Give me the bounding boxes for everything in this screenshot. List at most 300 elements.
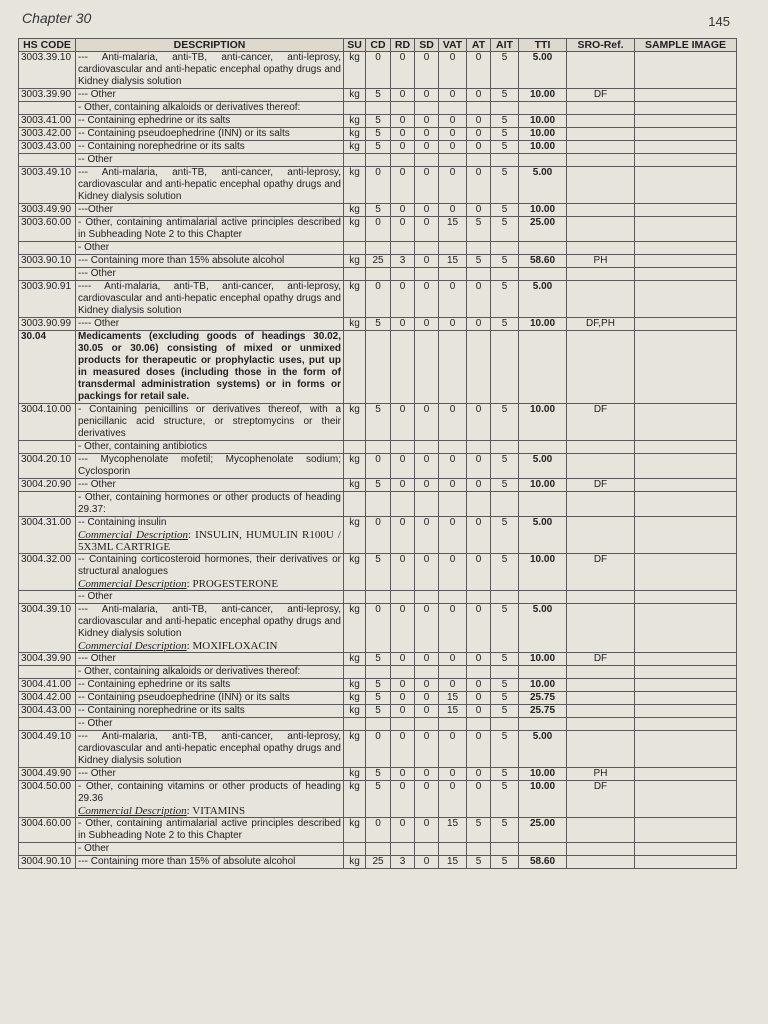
cd-cell [366, 492, 391, 517]
sro-ref-cell [567, 154, 635, 167]
rd-cell [391, 441, 415, 454]
su-cell: kg [344, 554, 366, 591]
sd-cell: 0 [415, 404, 439, 441]
ait-cell: 5 [491, 141, 519, 154]
at-cell: 0 [467, 692, 491, 705]
sd-cell [415, 718, 439, 731]
description-cell [76, 517, 344, 554]
table-row [19, 692, 737, 705]
description-text: --- Containing more than 15% absolute alcohol [78, 255, 285, 266]
rd-cell [391, 666, 415, 679]
description-cell [76, 255, 344, 268]
sample-image-cell [635, 404, 737, 441]
vat-cell: 0 [439, 281, 467, 318]
sd-cell: 0 [415, 52, 439, 89]
hs-code-cell: 3003.41.00 [19, 115, 76, 128]
commercial-description-label: Commercial Description [78, 640, 187, 652]
description-cell [76, 718, 344, 731]
at-cell: 0 [467, 318, 491, 331]
sd-cell: 0 [415, 517, 439, 554]
table-row [19, 731, 737, 768]
vat-cell: 0 [439, 318, 467, 331]
sd-cell: 0 [415, 89, 439, 102]
hs-code-cell [19, 102, 76, 115]
sro-ref-cell [567, 441, 635, 454]
su-cell [344, 666, 366, 679]
at-cell: 5 [467, 255, 491, 268]
sample-image-cell [635, 331, 737, 404]
vat-cell: 0 [439, 781, 467, 818]
sample-image-cell [635, 843, 737, 856]
description-cell [76, 705, 344, 718]
sample-image-cell [635, 692, 737, 705]
sro-ref-cell [567, 167, 635, 204]
description-text: --- Anti-malaria, anti-TB, anti-cancer, anti-leprosy, cardiovascular and anti-hepatic encephal opathy drugs and Kidney dialysis solution [78, 604, 341, 639]
table-row [19, 818, 737, 843]
ait-cell [491, 843, 519, 856]
table-row [19, 843, 737, 856]
header-cd: CD [366, 39, 391, 52]
tti-cell [519, 441, 567, 454]
vat-cell: 0 [439, 128, 467, 141]
description-cell [76, 404, 344, 441]
sample-image-cell [635, 479, 737, 492]
sro-ref-cell [567, 217, 635, 242]
sample-image-cell [635, 818, 737, 843]
cd-cell: 0 [366, 217, 391, 242]
rd-cell: 0 [391, 318, 415, 331]
hs-code-cell: 3004.49.10 [19, 731, 76, 768]
table-row [19, 115, 737, 128]
at-cell [467, 843, 491, 856]
vat-cell: 0 [439, 204, 467, 217]
su-cell [344, 154, 366, 167]
ait-cell [491, 441, 519, 454]
cd-cell: 25 [366, 255, 391, 268]
table-row [19, 331, 737, 404]
table-row [19, 204, 737, 217]
sd-cell: 0 [415, 217, 439, 242]
tti-cell [519, 331, 567, 404]
rd-cell: 0 [391, 692, 415, 705]
description-cell [76, 154, 344, 167]
sd-cell [415, 268, 439, 281]
ait-cell: 5 [491, 679, 519, 692]
rd-cell: 0 [391, 281, 415, 318]
ait-cell: 5 [491, 204, 519, 217]
rd-cell: 0 [391, 653, 415, 666]
description-cell [76, 268, 344, 281]
tti-cell [519, 843, 567, 856]
sample-image-cell [635, 204, 737, 217]
tti-cell: 10.00 [519, 89, 567, 102]
cd-cell: 5 [366, 204, 391, 217]
at-cell [467, 492, 491, 517]
description-cell [76, 242, 344, 255]
at-cell: 0 [467, 768, 491, 781]
ait-cell [491, 102, 519, 115]
tti-cell: 10.00 [519, 141, 567, 154]
sro-ref-cell [567, 718, 635, 731]
sample-image-cell [635, 604, 737, 653]
tti-cell: 5.00 [519, 517, 567, 554]
description-text: --- Other [78, 268, 116, 279]
ait-cell [491, 331, 519, 404]
sro-ref-cell [567, 517, 635, 554]
at-cell: 0 [467, 731, 491, 768]
table-row [19, 604, 737, 653]
description-text: ---- Anti-malaria, anti-TB, anti-cancer, anti-leprosy, cardiovascular and anti-hepatic encephal opathy drugs and Kidney dialysis solution [78, 281, 341, 316]
su-cell: kg [344, 692, 366, 705]
cd-cell: 0 [366, 604, 391, 653]
sd-cell [415, 492, 439, 517]
description-text: -- Other [78, 591, 113, 602]
cd-cell [366, 331, 391, 404]
description-cell [76, 554, 344, 591]
cd-cell: 25 [366, 856, 391, 869]
sample-image-cell [635, 705, 737, 718]
sro-ref-cell: DF [567, 479, 635, 492]
tti-cell [519, 102, 567, 115]
header-at: AT [467, 39, 491, 52]
hs-code-cell: 3004.32.00 [19, 554, 76, 591]
table-row [19, 517, 737, 554]
sro-ref-cell [567, 604, 635, 653]
description-cell [76, 217, 344, 242]
vat-cell: 0 [439, 89, 467, 102]
rd-cell: 3 [391, 255, 415, 268]
sro-ref-cell [567, 115, 635, 128]
sample-image-cell [635, 679, 737, 692]
tti-cell: 58.60 [519, 255, 567, 268]
rd-cell: 0 [391, 141, 415, 154]
hs-code-cell: 3003.49.10 [19, 167, 76, 204]
table-row [19, 768, 737, 781]
su-cell: kg [344, 818, 366, 843]
sample-image-cell [635, 781, 737, 818]
sro-ref-cell: DF [567, 89, 635, 102]
ait-cell: 5 [491, 554, 519, 591]
tti-cell: 10.00 [519, 204, 567, 217]
table-row [19, 154, 737, 167]
header-sro-ref: SRO-Ref. [567, 39, 635, 52]
description-text: - Other, containing antibiotics [78, 441, 207, 452]
description-text: -- Containing corticosteroid hormones, their derivatives or structural analogues [78, 554, 341, 577]
sample-image-cell [635, 554, 737, 591]
hs-code-cell [19, 492, 76, 517]
sro-ref-cell [567, 591, 635, 604]
tti-cell [519, 268, 567, 281]
at-cell: 5 [467, 856, 491, 869]
sample-image-cell [635, 102, 737, 115]
tti-cell: 25.00 [519, 818, 567, 843]
hs-code-cell [19, 843, 76, 856]
header-rd: RD [391, 39, 415, 52]
rd-cell: 0 [391, 128, 415, 141]
description-text: --- Other [78, 89, 116, 100]
sample-image-cell [635, 141, 737, 154]
rd-cell: 0 [391, 89, 415, 102]
rd-cell [391, 102, 415, 115]
sample-image-cell [635, 154, 737, 167]
rd-cell: 0 [391, 818, 415, 843]
ait-cell: 5 [491, 115, 519, 128]
cd-cell: 0 [366, 167, 391, 204]
at-cell: 0 [467, 89, 491, 102]
cd-cell: 5 [366, 128, 391, 141]
su-cell [344, 843, 366, 856]
sample-image-cell [635, 52, 737, 89]
rd-cell: 0 [391, 731, 415, 768]
header-hs-code: HS CODE [19, 39, 76, 52]
hs-code-cell: 3004.20.90 [19, 479, 76, 492]
hs-code-cell: 3004.31.00 [19, 517, 76, 554]
hs-code-cell: 3003.49.90 [19, 204, 76, 217]
table-row [19, 217, 737, 242]
rd-cell: 0 [391, 479, 415, 492]
su-cell: kg [344, 768, 366, 781]
ait-cell: 5 [491, 404, 519, 441]
sro-ref-cell [567, 856, 635, 869]
sd-cell [415, 666, 439, 679]
tti-cell: 10.00 [519, 115, 567, 128]
vat-cell: 0 [439, 404, 467, 441]
tariff-body [19, 52, 737, 869]
ait-cell [491, 718, 519, 731]
at-cell: 5 [467, 818, 491, 843]
header-sample-image: SAMPLE IMAGE [635, 39, 737, 52]
su-cell: kg [344, 705, 366, 718]
description-cell [76, 454, 344, 479]
ait-cell: 5 [491, 818, 519, 843]
at-cell: 0 [467, 115, 491, 128]
at-cell: 0 [467, 705, 491, 718]
su-cell: kg [344, 856, 366, 869]
hs-code-cell: 3003.90.91 [19, 281, 76, 318]
description-text: --- Anti-malaria, anti-TB, anti-cancer, anti-leprosy, cardiovascular and anti-hepatic encephal opathy drugs and Kidney dialysis solution [78, 731, 341, 766]
su-cell: kg [344, 404, 366, 441]
sd-cell: 0 [415, 679, 439, 692]
table-row [19, 454, 737, 479]
description-cell [76, 731, 344, 768]
table-row [19, 554, 737, 591]
hs-code-cell [19, 441, 76, 454]
ait-cell: 5 [491, 781, 519, 818]
sro-ref-cell [567, 102, 635, 115]
description-cell [76, 128, 344, 141]
hs-code-cell: 3004.49.90 [19, 768, 76, 781]
description-text: --- Anti-malaria, anti-TB, anti-cancer, anti-leprosy, cardiovascular and anti-hepatic encephal opathy drugs and Kidney dialysis solution [78, 52, 341, 87]
ait-cell [491, 154, 519, 167]
sro-ref-cell [567, 679, 635, 692]
description-cell [76, 679, 344, 692]
ait-cell [491, 268, 519, 281]
sd-cell [415, 441, 439, 454]
at-cell [467, 718, 491, 731]
sd-cell: 0 [415, 554, 439, 591]
hs-code-cell: 3003.90.10 [19, 255, 76, 268]
at-cell [467, 441, 491, 454]
at-cell: 5 [467, 217, 491, 242]
tti-cell: 10.00 [519, 679, 567, 692]
hs-code-cell: 3004.10.00 [19, 404, 76, 441]
hs-code-cell [19, 154, 76, 167]
tti-cell: 10.00 [519, 781, 567, 818]
at-cell: 0 [467, 554, 491, 591]
cd-cell: 5 [366, 141, 391, 154]
sample-image-cell [635, 666, 737, 679]
description-cell [76, 441, 344, 454]
description-text: -- Containing insulin [78, 517, 167, 528]
description-text: - Other, containing hormones or other products of heading 29.37: [78, 492, 341, 515]
tti-cell: 5.00 [519, 454, 567, 479]
hs-code-cell: 3003.42.00 [19, 128, 76, 141]
sro-ref-cell [567, 818, 635, 843]
hs-code-cell: 3003.43.00 [19, 141, 76, 154]
table-row [19, 666, 737, 679]
sd-cell: 0 [415, 781, 439, 818]
vat-cell: 15 [439, 818, 467, 843]
tti-cell [519, 242, 567, 255]
vat-cell: 0 [439, 167, 467, 204]
sd-cell: 0 [415, 454, 439, 479]
cd-cell [366, 843, 391, 856]
description-text: --- Other [78, 479, 116, 490]
su-cell [344, 718, 366, 731]
description-text: -- Containing pseudoephedrine (INN) or its salts [78, 128, 290, 139]
ait-cell: 5 [491, 479, 519, 492]
sample-image-cell [635, 591, 737, 604]
cd-cell: 0 [366, 281, 391, 318]
cd-cell: 5 [366, 318, 391, 331]
sample-image-cell [635, 768, 737, 781]
description-cell [76, 653, 344, 666]
hs-code-cell: 3003.39.90 [19, 89, 76, 102]
table-row [19, 404, 737, 441]
su-cell: kg [344, 731, 366, 768]
sro-ref-cell [567, 331, 635, 404]
description-text: - Other, containing antimalarial active principles described in Subheading Note 2 to this Chapter [78, 818, 341, 841]
at-cell: 0 [467, 52, 491, 89]
description-text: - Containing penicillins or derivatives thereof, with a penicillanic acid structure, or streptomycins or their derivatives [78, 404, 341, 439]
sro-ref-cell: PH [567, 255, 635, 268]
header-description: DESCRIPTION [76, 39, 344, 52]
sample-image-cell [635, 653, 737, 666]
rd-cell: 0 [391, 167, 415, 204]
hs-code-cell: 3004.39.10 [19, 604, 76, 653]
su-cell: kg [344, 781, 366, 818]
vat-cell: 0 [439, 653, 467, 666]
commercial-description-label: Commercial Description [78, 529, 189, 541]
description-text: -- Containing ephedrine or its salts [78, 679, 231, 690]
rd-cell: 0 [391, 679, 415, 692]
su-cell [344, 591, 366, 604]
description-text: -- Containing pseudoephedrine (INN) or its salts [78, 692, 290, 703]
vat-cell: 15 [439, 217, 467, 242]
hs-code-cell: 3004.60.00 [19, 818, 76, 843]
description-text: -- Containing norephedrine or its salts [78, 705, 245, 716]
description-cell [76, 692, 344, 705]
sd-cell [415, 331, 439, 404]
description-text: ---Other [78, 204, 113, 215]
su-cell: kg [344, 454, 366, 479]
sro-ref-cell [567, 268, 635, 281]
table-row [19, 441, 737, 454]
sd-cell: 0 [415, 653, 439, 666]
hs-code-cell: 3004.41.00 [19, 679, 76, 692]
rd-cell [391, 591, 415, 604]
sd-cell [415, 102, 439, 115]
ait-cell: 5 [491, 692, 519, 705]
vat-cell [439, 441, 467, 454]
chapter-heading: Chapter 30 [22, 10, 92, 26]
description-text: - Other, containing alkaloids or derivatives thereof: [78, 666, 301, 677]
su-cell: kg [344, 679, 366, 692]
rd-cell: 0 [391, 454, 415, 479]
header-tti: TTI [519, 39, 567, 52]
sro-ref-cell [567, 692, 635, 705]
commercial-description-value: : PROGESTERONE [186, 578, 279, 590]
hs-code-cell: 3003.60.00 [19, 217, 76, 242]
hs-code-cell: 3003.90.99 [19, 318, 76, 331]
description-cell [76, 591, 344, 604]
description-text: --- Anti-malaria, anti-TB, anti-cancer, anti-leprosy, cardiovascular and anti-hepatic encephal opathy drugs and Kidney dialysis solution [78, 167, 341, 202]
cd-cell [366, 591, 391, 604]
su-cell: kg [344, 281, 366, 318]
hs-code-cell: 30.04 [19, 331, 76, 404]
description-cell [76, 818, 344, 843]
at-cell: 0 [467, 604, 491, 653]
su-cell: kg [344, 167, 366, 204]
hs-code-cell [19, 718, 76, 731]
header-ait: AIT [491, 39, 519, 52]
sd-cell: 0 [415, 281, 439, 318]
description-text: --- Mycophenolate mofetil; Mycophenolate sodium; Cyclosporin [78, 454, 341, 477]
description-cell [76, 167, 344, 204]
cd-cell: 5 [366, 705, 391, 718]
sro-ref-cell [567, 242, 635, 255]
description-text: Medicaments (excluding goods of headings 30.02, 30.05 or 30.06) consisting of mixed or unmixed products for therapeutic or prophylactic uses, put up in measured doses (including those in the form of transdermal administration systems) or in forms or packings for retail sale. [78, 331, 341, 402]
sd-cell: 0 [415, 255, 439, 268]
tti-cell: 10.00 [519, 128, 567, 141]
ait-cell [491, 666, 519, 679]
su-cell [344, 242, 366, 255]
sro-ref-cell: DF,PH [567, 318, 635, 331]
rd-cell [391, 268, 415, 281]
sample-image-cell [635, 242, 737, 255]
sd-cell: 0 [415, 731, 439, 768]
vat-cell: 0 [439, 517, 467, 554]
commercial-description [78, 805, 341, 817]
commercial-description [78, 578, 341, 590]
tti-cell [519, 666, 567, 679]
su-cell: kg [344, 479, 366, 492]
vat-cell: 0 [439, 768, 467, 781]
vat-cell: 0 [439, 554, 467, 591]
at-cell: 0 [467, 204, 491, 217]
rd-cell: 0 [391, 204, 415, 217]
hs-code-cell: 3004.90.10 [19, 856, 76, 869]
table-row [19, 128, 737, 141]
ait-cell: 5 [491, 281, 519, 318]
sample-image-cell [635, 128, 737, 141]
ait-cell: 5 [491, 217, 519, 242]
sample-image-cell [635, 281, 737, 318]
rd-cell: 0 [391, 781, 415, 818]
page-number: 145 [708, 14, 730, 29]
su-cell: kg [344, 89, 366, 102]
rd-cell [391, 843, 415, 856]
